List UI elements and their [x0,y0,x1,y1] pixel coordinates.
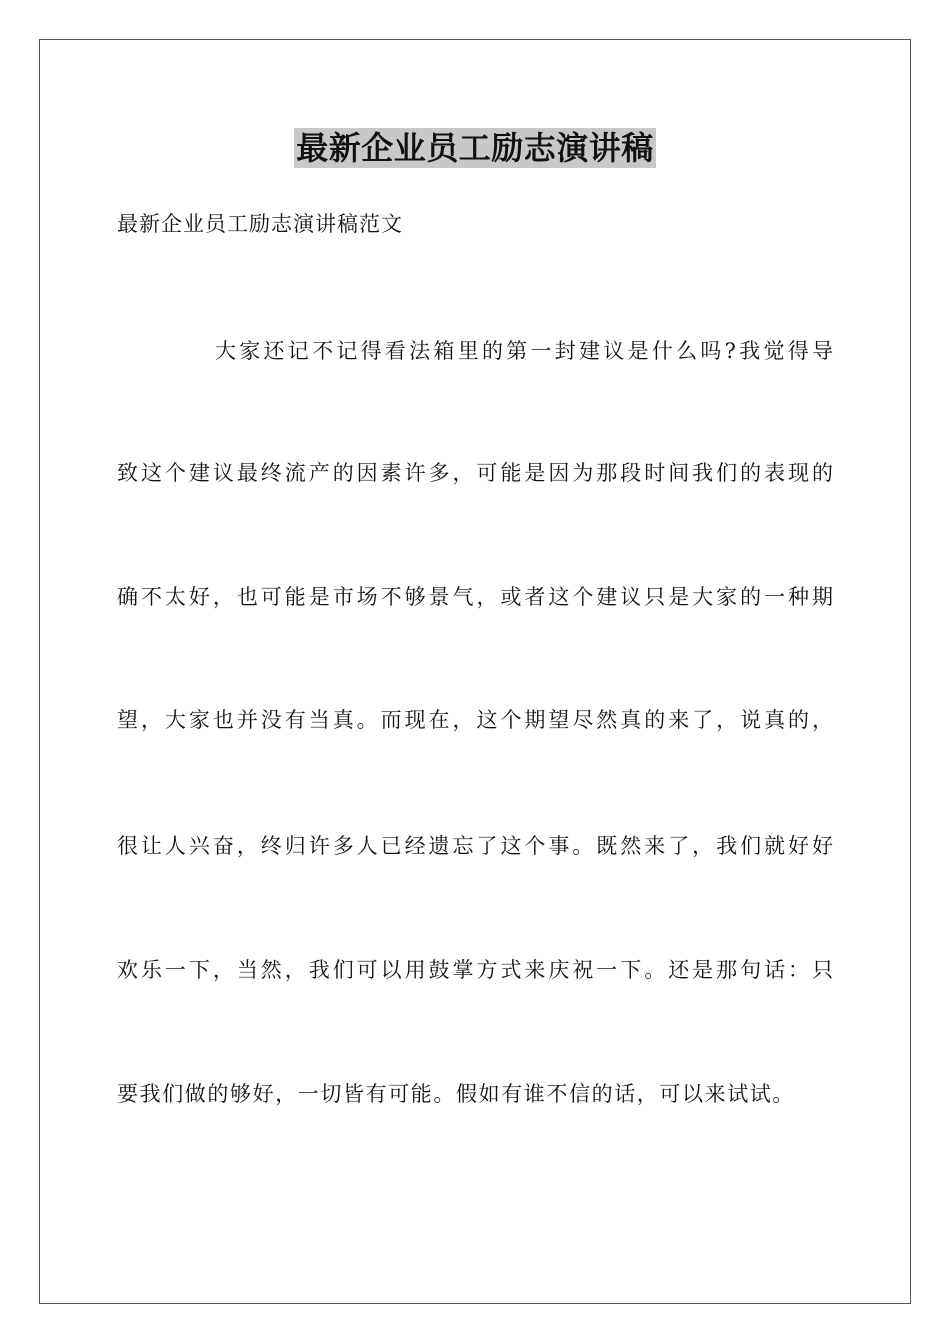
paragraph-line: 大家还记不记得看法箱里的第一封建议是什么吗?我觉得导 [215,339,833,363]
title-container [0,128,950,168]
paragraph-line: 确不太好，也可能是市场不够景气，或者这个建议只是大家的一种期 [117,585,833,609]
paragraph-line: 望，大家也并没有当真。而现在，这个期望尽然真的来了，说真的， [117,708,833,732]
paragraph-line: 致这个建议最终流产的因素许多，可能是因为那段时间我们的表现的 [117,461,833,485]
paragraph-line: 欢乐一下，当然，我们可以用鼓掌方式来庆祝一下。还是那句话：只 [117,958,833,982]
document-subtitle: 最新企业员工励志演讲稿范文 [117,212,403,236]
paragraph-line: 很让人兴奋，终归许多人已经遗忘了这个事。既然来了，我们就好好 [117,834,833,858]
paragraph-line: 要我们做的够好，一切皆有可能。假如有谁不信的话，可以来试试。 [117,1082,795,1106]
document-title: 最新企业员工励志演讲稿 [296,129,654,167]
